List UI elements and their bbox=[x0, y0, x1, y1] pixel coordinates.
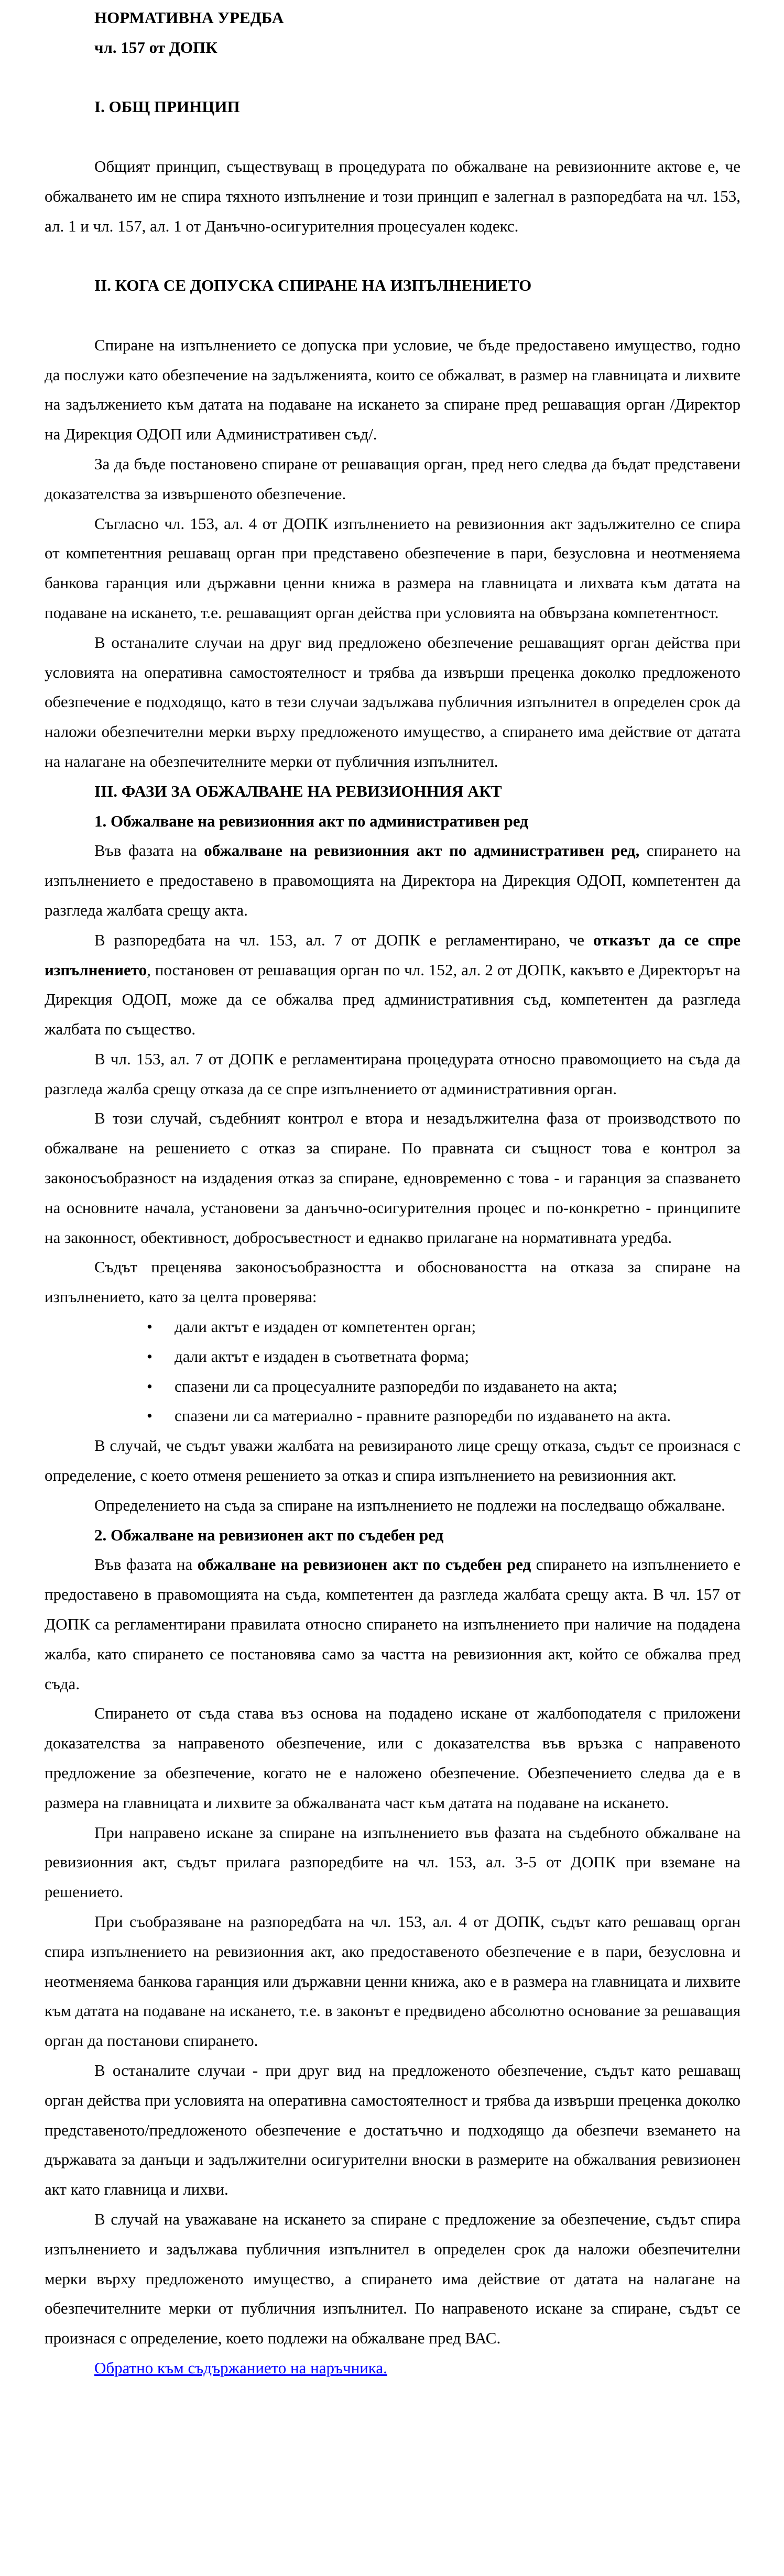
subsection-2-heading: 2. Обжалване на ревизионен акт по съдебен ред bbox=[94, 1525, 444, 1544]
paragraph: Спирането от съда става въз основа на подадено искане от жалбоподателя с приложени доказателства за направеното обезпечение, или с доказателства във връзка с направеното предложение за обезпечение, когато не е наложено обезпечение. Обезпечението следва да е в размера на главницата и лихвите за обжалваната част към датата на подаване на искането. bbox=[45, 1704, 741, 1812]
paragraph: В чл. 153, ал. 7 от ДОПК е регламентирана процедурата относно правомощието на съда да разгледа жалба срещу отказа да се спре изпълнението от административния орган. bbox=[45, 1049, 741, 1098]
back-link-line bbox=[45, 2353, 741, 2383]
bullet-item bbox=[45, 1312, 741, 1342]
bullet-icon: • bbox=[147, 1377, 153, 1395]
paragraph: В случай, че съдът уважи жалбата на ревизираното лице срещу отказа, съдът се произнася с определение, с което отменя решението за отказ и спира изпълнението на ревизионния акт. bbox=[45, 1436, 741, 1485]
doc-title: НОРМАТИВНА УРЕДБА bbox=[94, 8, 284, 27]
paragraph: В останалите случаи на друг вид предложено обезпечение решаващият орган действа при условията на оперативна самостоятелност и трябва да извърши преценка доколко предложеното обезпечение е подходящо, като в тези случаи задължава публичния изпълнител в определен срок да наложи обезпечителни мерки върху предложеното имущество, а спирането има действие от датата на налагане на обезпечителните мерки от публичния изпълнител. bbox=[45, 633, 741, 770]
document-body bbox=[45, 3, 741, 2383]
blank-line bbox=[45, 241, 741, 271]
paragraph: Спиране на изпълнението се допуска при условие, че бъде предоставено имущество, годно да послужи като обезпечение на задълженията, които се обжалват, в размер на главницата и лихвите на задължението към датата на подаване на искането за спиране пред решаващия орган /Директор на Дирекция ОДОП или Административен съд/. bbox=[45, 335, 741, 444]
paragraph: При съобразяване на разпоредбата на чл. 153, ал. 4 от ДОПК, съдът като решаващ орган спира изпълнението на ревизионния акт, ако предоставеното обезпечение е в пари, безусловна и неотменяема банкова гаранция или държавни ценни книжа, ако е в размера на главницата и лихвите към датата на подаване на искането, т.е. в законът е предвидено абсолютно основание за решаващия орган да постанови спирането. bbox=[45, 1912, 741, 2050]
bullet-icon: • bbox=[147, 1347, 153, 1366]
subsection-1-heading: 1. Обжалване на ревизионния акт по административен ред bbox=[94, 811, 528, 830]
blank-line bbox=[45, 122, 741, 152]
paragraph: Съдът преценява законосъобразността и обосноваността на отказа за спиране на изпълнението, като за целта проверява: bbox=[45, 1258, 741, 1306]
section-iii-heading: III. ФАЗИ ЗА ОБЖАЛВАНЕ НА РЕВИЗИОННИЯ АКТ bbox=[94, 781, 502, 800]
bullet-text: спазени ли са процесуалните разпоредби по издаването на акта; bbox=[175, 1377, 617, 1395]
paragraph: В останалите случаи - при друг вид на предложеното обезпечение, съдът като решаващ орган действа при условията на оперативна самостоятелност и трябва да извърши преценка доколко представеното/предложеното обезпечение е достатъчно и подходящо да обезпечи вземането на държавата за данъци и задължителни осигурителни вноски в размерите на обжалвания ревизионен акт като главница и лихви. bbox=[45, 2061, 741, 2199]
paragraph: Общият принцип, съществуващ в процедурата по обжалване на ревизионните актове е, че обжалването им не спира тяхното изпълнение и този принцип е залегнал в разпоредбата на чл. 153, ал. 1 и чл. 157, ал. 1 от Данъчно-осигурителния процесуален кодекс. bbox=[45, 157, 741, 235]
paragraph: Във фазата на обжалване на ревизионния акт по административен ред, спирането на изпълнението е предоставено в правомощията на Директора на Дирекция ОДОП, компетентен да разгледа жалбата срещу акта. bbox=[45, 841, 741, 919]
back-to-contents-link[interactable]: Обратно към съдържанието на наръчника. bbox=[94, 2358, 387, 2377]
bullet-icon: • bbox=[147, 1317, 153, 1336]
bullet-icon: • bbox=[147, 1406, 153, 1425]
doc-subtitle: чл. 157 от ДОПК bbox=[94, 38, 217, 57]
paragraph: Определението на съда за спиране на изпълнението не подлежи на последващо обжалване. bbox=[94, 1495, 725, 1514]
blank-line bbox=[45, 63, 741, 93]
paragraph: В разпоредбата на чл. 153, ал. 7 от ДОПК е регламентирано, че отказът да се спре изпълнението, постановен от решаващия орган по чл. 152, ал. 2 от ДОПК, какъвто е Директорът на Дирекция ОДОП, може да се обжалва пред административния съд, компетентен да разгледа жалбата по същество. bbox=[45, 930, 741, 1039]
blank-line bbox=[45, 301, 741, 331]
bullet-item bbox=[45, 1401, 741, 1431]
paragraph: В този случай, съдебният контрол е втора и незадължителна фаза от производството по обжалване на решението с отказ за спиране. По правната си същност това е контрол за законосъобразност на издадения отказ за спиране, едновременно с това - и гаранция за спазването на основните начала, установени за данъчно-осигурителния процес и по-конкретно - принципите на законност, обективност, добросъвестност и еднакво прилагане на нормативната уредба. bbox=[45, 1109, 741, 1247]
bullet-item bbox=[45, 1342, 741, 1372]
paragraph: При направено искане за спиране на изпълнението във фазата на съдебното обжалване на ревизионния акт, съдът прилага разпоредбите на чл. 153, ал. 3-5 от ДОПК при вземане на решението. bbox=[45, 1823, 741, 1901]
section-ii-heading: II. КОГА СЕ ДОПУСКА СПИРАНЕ НА ИЗПЪЛНЕНИЕТО bbox=[94, 276, 532, 295]
bullet-text: дали актът е издаден в съответната форма; bbox=[175, 1347, 470, 1366]
paragraph: Във фазата на обжалване на ревизионен акт по съдебен ред спирането на изпълнението е предоставено в правомощията на съда, компетентен да разгледа жалбата срещу акта. В чл. 157 от ДОПК са регламентирани правилата относно спирането на изпълнението при наличие на подадена жалба, като спирането се постановява само за частта на ревизионния акт, който се обжалва пред съда. bbox=[45, 1555, 741, 1693]
bullet-text: спазени ли са материално - правните разпоредби по издаването на акта. bbox=[175, 1406, 671, 1425]
paragraph: Съгласно чл. 153, ал. 4 от ДОПК изпълнението на ревизионния акт задължително се спира от компетентния решаващ орган при представено обезпечение в пари, безусловна и неотменяема банкова гаранция или държавни ценни книжа в размера на главницата и лихвата към датата на подаване на искането, т.е. решаващият орган действа при условията на обвързана компетентност. bbox=[45, 514, 741, 622]
bullet-item bbox=[45, 1372, 741, 1402]
section-i-heading: I. ОБЩ ПРИНЦИП bbox=[94, 97, 240, 116]
paragraph: За да бъде постановено спиране от решаващия орган, пред него следва да бъдат представени доказателства за извършеното обезпечение. bbox=[45, 454, 741, 503]
bullet-text: дали актът е издаден от компетентен орган; bbox=[175, 1317, 476, 1336]
paragraph: В случай на уважаване на искането за спиране с предложение за обезпечение, съдът спира изпълнението и задължава публичния изпълнител в определен срок да наложи обезпечителни мерки върху предложеното имущество, а спирането има действие от датата на налагане на обезпечителните мерки от публичния изпълнител. По направеното искане за спиране, съдът се произнася с определение, което подлежи на обжалване пред ВАС. bbox=[45, 2209, 741, 2348]
